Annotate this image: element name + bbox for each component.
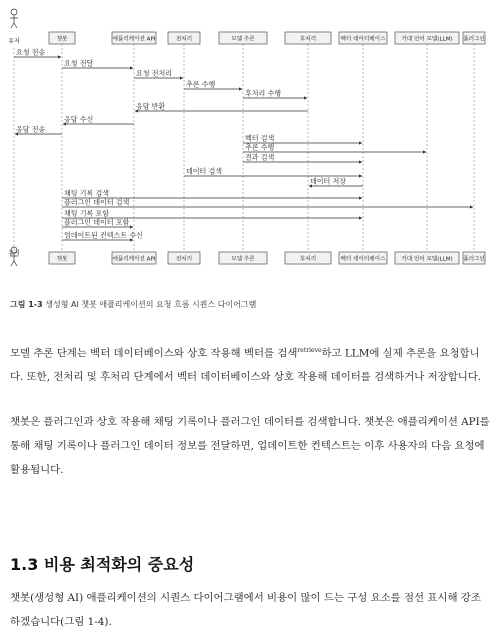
- message-label: 업데이트된 컨텍스트 수신: [64, 231, 143, 240]
- message: [243, 134, 362, 144]
- paragraph-1-before: 모델 추론 단계는 벡터 데이터베이스와 상호 작용해 벡터를 검색: [10, 347, 298, 360]
- message-label: 데이터 저장: [310, 177, 347, 186]
- paragraph-3: 챗봇(생성형 AI) 애플리케이션의 시퀀스 다이어그램에서 비용이 많이 드는 구성 요소를 점선 표시해 강조하겠습니다(그림 1-4).: [10, 592, 481, 628]
- participant-label-top: 벡터 데이터베이스: [340, 36, 386, 43]
- message-label: 요청 전달: [64, 59, 94, 68]
- message-label: 채팅 기록 검색: [64, 189, 110, 198]
- message: [243, 153, 362, 163]
- participant-label-top: 애플리케이션 API: [112, 36, 156, 43]
- participant-label-bottom: 챗봇: [56, 256, 68, 263]
- paragraph-1-sup: retrieve: [297, 347, 322, 354]
- message: [243, 143, 426, 153]
- section-heading: [10, 552, 194, 575]
- participant-label-top: 후처리: [299, 36, 317, 43]
- message-label: 플러그인 데이터 검색: [64, 198, 130, 207]
- paragraph-1-after: 하고 LLM에 실제 추론을 요청합니다. 또한, 전처리 및 후처리 단계에서 벡터 데이터베이스와 상호 작용해 데이터를 검색하거나 저장합니다.: [10, 347, 482, 384]
- participant-label-top: 플러그인: [463, 36, 485, 43]
- participant-label-bottom: 애플리케이션 API: [112, 256, 156, 263]
- participant-label-top: 거대 언어 모델(LLM): [401, 36, 453, 43]
- participant-label-top: 모델 추론: [231, 36, 255, 43]
- message-label: 후처리 수행: [245, 89, 282, 98]
- sequence-diagram: [0, 0, 502, 290]
- participant-label-bottom: 플러그인: [463, 256, 485, 263]
- participant-label-bottom: 전처리: [175, 256, 193, 263]
- message-label: 요청 전처리: [136, 69, 173, 78]
- message: [62, 209, 362, 219]
- message: [62, 231, 143, 241]
- paragraph-1: [10, 339, 490, 389]
- message-label: 응답 수신: [64, 115, 94, 124]
- participant-label-top: 챗봇: [56, 36, 68, 43]
- message-label: 응답 전송: [16, 125, 46, 134]
- user-actor-bottom: [8, 247, 20, 266]
- message: [184, 80, 242, 90]
- message: [62, 218, 133, 228]
- message: [14, 48, 61, 58]
- message: [62, 59, 133, 69]
- message-label: 데이터 검색: [186, 167, 223, 176]
- participant-label-bottom: 벡터 데이터베이스: [340, 256, 386, 263]
- message: [309, 177, 363, 187]
- participant-label-top: 전처리: [175, 36, 193, 43]
- message: [134, 69, 183, 79]
- message-label: 플러그인 데이터 포함: [64, 218, 130, 227]
- message-label: 추론 수행: [186, 80, 216, 89]
- message: [184, 167, 362, 177]
- message: [243, 89, 307, 99]
- participant-label-bottom: 거대 언어 모델(LLM): [401, 256, 453, 263]
- user-actor-top: [8, 9, 20, 45]
- message: [62, 198, 473, 208]
- message: [63, 115, 134, 125]
- figure-caption-label: 그림 1-3: [10, 300, 43, 309]
- message-label: 벡터 검색: [245, 134, 275, 143]
- message-label: 결과 검색: [245, 153, 275, 162]
- message: [62, 189, 362, 199]
- figure-caption-text: 생성형 AI 챗봇 애플리케이션의 요청 흐름 시퀀스 다이어그램: [45, 300, 257, 309]
- figure-caption: [10, 299, 256, 310]
- message-label: 요청 전송: [16, 48, 46, 57]
- user-actor-label: 유저: [8, 250, 20, 257]
- section-number: 1.3: [10, 555, 39, 574]
- section-title: 비용 최적화의 중요성: [43, 555, 195, 574]
- participant-label-bottom: 후처리: [299, 256, 317, 263]
- user-actor-label: 유저: [8, 38, 20, 45]
- messages: [14, 48, 473, 241]
- message-label: 응답 반환: [136, 102, 166, 111]
- participant-label-bottom: 모델 추론: [231, 256, 255, 263]
- message-label: 추론 수행: [245, 143, 275, 152]
- message: [135, 102, 308, 112]
- message: [15, 125, 62, 135]
- paragraph-2: 챗봇은 플러그인과 상호 작용해 채팅 기록이나 플러그인 데이터를 검색합니다. 챗봇은 애플리케이션 API를 통해 채팅 기록이나 플러그인 데이터 정보를 전달하면, 업데이트한 컨텍스트는 이후 사용자의 다음 요청에 활용됩니다.: [10, 416, 490, 476]
- message-label: 채팅 기록 포함: [64, 209, 110, 218]
